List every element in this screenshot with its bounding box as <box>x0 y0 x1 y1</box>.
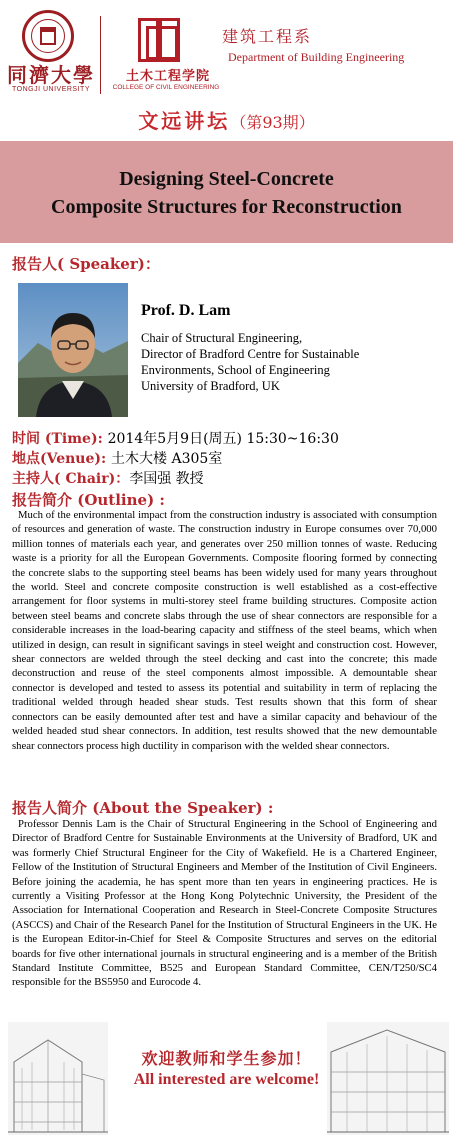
welcome-message-cn: 欢迎教师和学生参加！ <box>141 1049 312 1068</box>
tongji-university-name: 同濟大學 <box>7 63 95 87</box>
about-speaker-text: Professor Dennis Lam is the Chair of Structural Engineering in the School of Engineering and Director of Bradford Centre for Sustainable Environments at the University of Bradford, UK and was formerly Chief Structural Engineer for the City of Wakefield. He is a Chartered Engineer, Fellow of the Institution of Structural Engineers and Member of the Institution of Civil Engineers. Before joining the academia, he has spent more than ten years in engineering practices. He is currently a Visiting Professor at the Hong Kong Polytechnic University, the President of the Association for International Cooperation and Research in Steel-Concrete Composite Structures (ASCCS) and Chair of the Research Panel for the Institution of Structural Engineers in the UK. He is the European Editor-in-Chief for Steel & Composite Structures and serves on the editorial boards for five other international journals in structural engineering and is a member of the British Standard Institute Committee, B525 and European Standard Committee, CEN/T250/SC4 responsible for the BS5950 and Eurocode 4. <box>12 818 437 989</box>
speaker-affiliation-line: Environments, School of Engineering <box>141 363 330 377</box>
speaker-affiliation-line: Chair of Structural Engineering, <box>141 331 303 345</box>
speaker-affiliation-line: Director of Bradford Centre for Sustainable <box>141 347 360 361</box>
civil-engineering-college-logo-icon <box>138 18 180 62</box>
chair-value: 李国强 教授 <box>129 471 204 487</box>
venue-label: 地点(Venue): <box>12 451 112 467</box>
speaker-heading: 报告人( Speaker)： <box>12 255 160 273</box>
chair-row <box>12 468 204 488</box>
time-row <box>12 428 339 448</box>
college-name: 土木工程学院 <box>125 69 210 84</box>
forum-issue: （第93期） <box>230 113 315 132</box>
venue-value: 土木大楼 A305室 <box>111 451 223 467</box>
chair-label: 主持人( Chair)： <box>12 471 130 487</box>
speaker-name: Prof. D. Lam <box>141 302 231 319</box>
title-banner <box>0 141 453 243</box>
outline-heading: 报告简介 (Outline) : <box>12 491 165 509</box>
tongji-university-seal-icon <box>22 10 74 62</box>
outline-text: Much of the environmental impact from the construction industry is associated with consumption of resources and generation of waste. The construction industry in Europe consumes over 70,000 million tonnes of materials each year, and generates over 250 million tonnes of waste. Reducing waste is a priority for all the European Governments. Composite flooring formed by connecting the concrete slabs to the supporting steel beams has been widely used for many years throughout the world. Steel and concrete composite construction is well established as a cost-effective arrangement for floor systems in multi-storey steel frame building structures. Composite action between steel beams and concrete slabs through the use of shear connectors are responsible for a considerable increases in the load-bearing capacity and stiffness of the steel beams, which when utilized in design, can result in significant savings in steel weight and construction cost. However, shear connectors are welded through the steel decking and cast into the concrete; this made deconstruction and reuse of the steel components almost impossible. A demountable shear connector is developed and tested to assess its potential and suitability in term of replacing the traditional welded through headed shear studs. Test results shown that this form of shear connectors can be easily demounted after test and have a similar capacity and behaviour of the welded headed stud shear connectors. In addition, test results showed that the new demountable shear connectors process high ductility in comparison with the welded shear connectors. <box>12 509 437 752</box>
college-english-name: COLLEGE OF CIVIL ENGINEERING <box>112 84 220 91</box>
time-value: 2014年5月9日(周五) 15:30~16:30 <box>107 431 339 447</box>
welcome-message-en: All interested are welcome! <box>133 1071 320 1088</box>
speaker-affiliation-line: University of Bradford, UK <box>141 379 280 393</box>
header <box>0 0 453 103</box>
forum-line <box>0 105 453 134</box>
forum-title: 文远讲坛 <box>138 109 231 133</box>
lecture-title-line-2: Composite Structures for Reconstruction <box>51 196 402 218</box>
tongji-university-english-name: TONGJI UNIVERSITY <box>12 86 90 93</box>
department-name-en: Department of Building Engineering <box>228 50 405 64</box>
venue-row <box>12 448 222 468</box>
department-name-cn: 建筑工程系 <box>222 27 313 46</box>
lecture-title-line-1: Designing Steel-Concrete <box>119 168 334 190</box>
header-divider <box>100 16 101 94</box>
speaker-affiliation <box>141 330 441 394</box>
speaker-photo <box>18 283 128 417</box>
lecture-title <box>0 165 453 221</box>
about-speaker-heading: 报告人简介 (About the Speaker) : <box>12 799 274 817</box>
time-label: 时间 (Time): <box>12 431 108 447</box>
